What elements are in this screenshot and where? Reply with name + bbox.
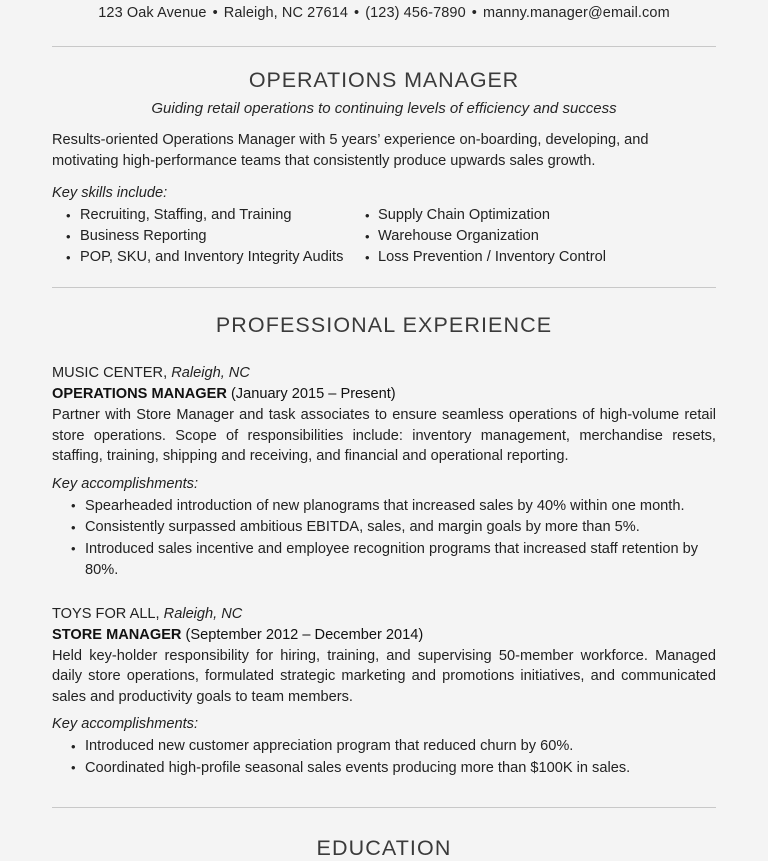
key-skills-columns [52, 205, 716, 268]
contact-phone: (123) 456-7890 [365, 5, 466, 21]
list-item: • Recruiting, Staffing, and Training [52, 205, 358, 226]
employer-location: Raleigh, NC [163, 605, 243, 622]
section-heading-professional-experience: PROFESSIONAL EXPERIENCE [215, 313, 553, 337]
list-item: • Supply Chain Optimization [358, 205, 698, 226]
accomplishments-label: Key accomplishments: [52, 475, 198, 492]
divider-middle [52, 287, 716, 288]
role-line [52, 625, 716, 645]
list-item: • Spearheaded introduction of new planograms that increased sales by 40% within one month. [52, 496, 716, 518]
employer-name: MUSIC CENTER, [52, 365, 168, 381]
role-title: OPERATIONS MANAGER [52, 386, 227, 402]
accomplishments-list [52, 736, 716, 779]
contact-separator-2: • [354, 5, 360, 21]
key-skills-list-right [358, 205, 698, 268]
experience-entry [52, 604, 716, 780]
list-item: • Coordinated high-profile seasonal sales events producing more than $100K in sales. [52, 758, 716, 780]
role-dates: (January 2015 – Present) [230, 386, 396, 402]
list-item: • POP, SKU, and Inventory Integrity Audits [52, 247, 358, 268]
key-skills-list-left [52, 205, 358, 268]
contact-city-state-zip: Raleigh, NC 27614 [223, 5, 349, 21]
list-item: • Introduced sales incentive and employee recognition programs that increased staff retention by 80%. [52, 539, 716, 582]
accomplishments-list [52, 496, 716, 582]
divider-bottom [52, 807, 716, 808]
professional-summary: Results-oriented Operations Manager with 5 years’ experience on-boarding, developing, and motivating high-performance teams that consistently produce upwards sales growth. [52, 132, 649, 169]
key-skills-label: Key skills include: [52, 185, 168, 201]
role-line [52, 384, 716, 404]
contact-separator-3: • [471, 5, 477, 21]
key-skills-column-left [52, 205, 358, 268]
employer-line [52, 604, 716, 624]
list-item: • Introduced new customer appreciation program that reduced churn by 60%. [52, 736, 716, 758]
employer-location: Raleigh, NC [171, 365, 250, 381]
role-dates: (September 2012 – December 2014) [185, 626, 424, 643]
list-item: • Consistently surpassed ambitious EBITDA, sales, and margin goals by more than 5%. [52, 517, 716, 539]
role-description: Partner with Store Manager and task associates to ensure seamless operations of high-volume retail store operations. Scope of responsibilities include: inventory management, merchandise resets, staffing, training, shipping and receiving, and financial and operational reporting. [52, 407, 716, 464]
headline-tagline: Guiding retail operations to continuing levels of efficiency and success [151, 100, 617, 117]
list-item: • Warehouse Organization [358, 226, 698, 247]
contact-address: 123 Oak Avenue [98, 5, 207, 21]
list-item: • Loss Prevention / Inventory Control [358, 247, 698, 268]
accomplishments-label: Key accomplishments: [52, 716, 198, 732]
page-title: OPERATIONS MANAGER [248, 68, 520, 92]
section-heading-education: EDUCATION [316, 836, 452, 860]
experience-entry [52, 363, 716, 582]
contact-separator-1: • [212, 5, 218, 21]
role-title: STORE MANAGER [52, 626, 182, 643]
contact-email: manny.manager@email.com [482, 5, 670, 21]
role-description: Held key-holder responsibility for hiring, training, and supervising 50-member workforce. Managed daily store operations, formulated strategic marketing and promotions initiatives, and communicated sales and productivity goals to team members. [52, 647, 716, 705]
employer-name: TOYS FOR ALL, [52, 605, 160, 622]
key-skills-column-right [358, 205, 698, 268]
contact-header [52, 0, 716, 23]
divider-top [52, 46, 716, 47]
list-item: • Business Reporting [52, 226, 358, 247]
employer-line [52, 363, 716, 383]
